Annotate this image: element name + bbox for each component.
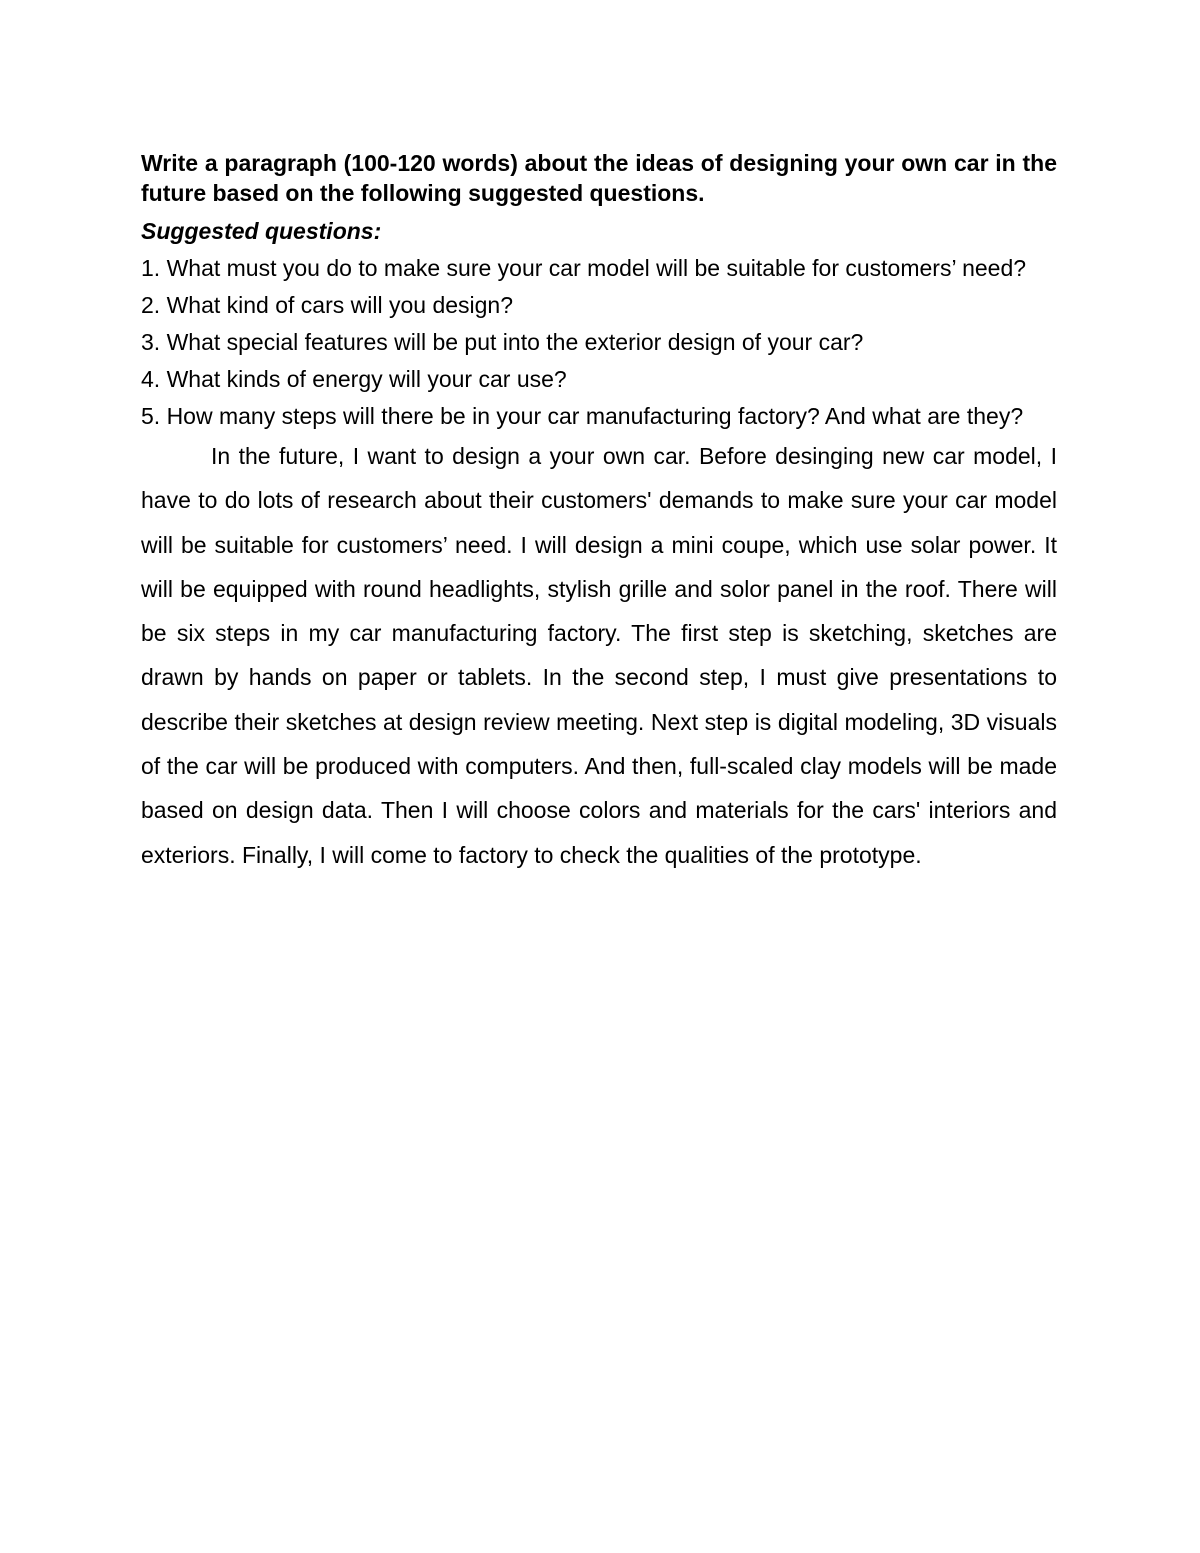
question-item: 4. What kinds of energy will your car use?: [141, 366, 567, 392]
question-item: 3. What special features will be put into the exterior design of your car?: [141, 329, 864, 355]
suggested-questions-list: [141, 253, 1057, 431]
question-item: 5. How many steps will there be in your car manufacturing factory? And what are they?: [141, 403, 1024, 429]
answer-paragraph: In the future, I want to design a your own car. Before desinging new car model, I have to do lots of research about their customers' demands to make sure your car model will be suitable for customers’ need. I will design a mini coupe, which use solar power. It will be equipped with round headlights, stylish grille and solor panel in the roof. There will be six steps in my car manufacturing factory. The first step is sketching, sketches are drawn by hands on paper or tablets. In the second step, I must give presentations to describe their sketches at design review meeting. Next step is digital modeling, 3D visuals of the car will be produced with computers. And then, full-scaled clay models will be made based on design data. Then I will choose colors and materials for the cars' interiors and exteriors. Finally, I will come to factory to check the qualities of the prototype.: [141, 443, 1057, 868]
document-content: [141, 148, 1057, 877]
question-item: 2. What kind of cars will you design?: [141, 292, 514, 318]
question-item: 1. What must you do to make sure your car model will be suitable for customers’ need?: [141, 255, 1027, 281]
assignment-prompt: Write a paragraph (100-120 words) about the ideas of designing your own car in the future based on the following suggested questions.: [141, 150, 1057, 206]
suggested-questions-heading: Suggested questions:: [141, 218, 382, 244]
